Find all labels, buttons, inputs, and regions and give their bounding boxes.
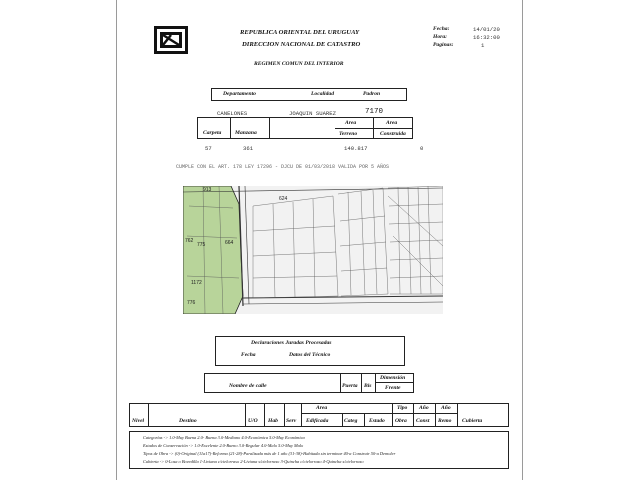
dimension-label: Dimensión xyxy=(380,375,406,381)
construida-label: Construida xyxy=(380,131,406,137)
org-line-2: DIRECCION NACIONAL DE CATASTRO xyxy=(242,41,361,48)
map-label-624: 624 xyxy=(279,196,288,202)
carpeta-value: 57 xyxy=(205,145,212,152)
declaraciones-title: Declaraciones Juradas Procesadas xyxy=(251,340,332,346)
col-edificada: Edificada xyxy=(306,418,329,424)
org-line-1: REPUBLICA ORIENTAL DEL URUGUAY xyxy=(240,29,360,36)
regimen-title: REGIMEN COMUN DEL INTERIOR xyxy=(254,61,344,67)
nombre-calle-label: Nombre de calle xyxy=(229,383,267,389)
padron-value: 7170 xyxy=(365,108,384,116)
fecha-value: 14/01/20 xyxy=(473,26,500,33)
departamento-value: CANELONES xyxy=(217,110,248,117)
col-categ: Categ xyxy=(344,418,358,424)
map-label-762: 762 xyxy=(185,238,194,244)
dnc-logo xyxy=(153,25,189,55)
map-label-1172: 1172 xyxy=(191,280,202,286)
departamento-label: Departamento xyxy=(223,91,256,97)
area-terreno-header: Area xyxy=(345,120,357,126)
col-destino: Destino xyxy=(179,418,197,424)
puerta-label: Puerta xyxy=(342,383,358,389)
legend-categorias: Categorías -> 1.0-Muy Buena 2.0- Buena 3.0-Mediano 4.0-Económica 5.0-Muy Económica xyxy=(143,435,305,440)
legend-cubierta: Cubierta -> 0-Losa o Bovedilla 1-Liviana c/cielorraso 2-Liviana s/cielorraso 3-Quincha c/cielorraso 4-Quincha s/cielorraso xyxy=(143,459,364,464)
col-serv: Serv xyxy=(286,418,297,424)
paginas-label: Paginas: xyxy=(433,42,454,48)
col-ano-remo: Año xyxy=(441,405,451,411)
declaraciones-tecnico-label: Datos del Técnico xyxy=(289,352,331,358)
validity-note: CUMPLE CON EL ART. 178 LEY 17296 - DJCU DE 01/03/2018 VALIDA POR 5 AÑOS xyxy=(176,164,390,170)
manzana-value: 361 xyxy=(243,145,254,152)
area-construida-header: Area xyxy=(386,120,398,126)
col-ano-const: Año xyxy=(419,405,429,411)
col-tipo: Tipo xyxy=(397,405,408,411)
legend-estados: Estados de Conservación -> 1.0-Excelente 2.0-Bueno 3.0-Regular 4.0-Malo 5.0-Muy Malo xyxy=(143,443,304,448)
terreno-label: Terreno xyxy=(339,131,358,137)
hora-value: 16:32:00 xyxy=(473,34,500,41)
paginas-value: 1 xyxy=(481,42,485,49)
manzana-label: Manzana xyxy=(235,130,257,136)
legend-tipos-obra: Tipos de Obra -> (0)-Original (11a17)-Reforma (21-28)-Paralizada más de 1 año (31-38)-Habitada sin terminar 40-a Construir 50-a Demoler xyxy=(143,451,396,456)
frente-label: Frente xyxy=(385,385,401,391)
fecha-label: Fecha: xyxy=(433,26,450,32)
padron-label: Padron xyxy=(363,91,381,97)
terreno-value: 140.817 xyxy=(344,145,368,152)
col-hab: Hab xyxy=(268,418,278,424)
hora-label: Hora: xyxy=(433,34,447,40)
col-remo: Remo xyxy=(438,418,452,424)
col-cubierta: Cubierta xyxy=(462,418,483,424)
map-label-775: 775 xyxy=(197,242,206,248)
carpeta-label: Carpeta xyxy=(203,130,222,136)
col-const: Const xyxy=(416,418,430,424)
col-obra: Obra xyxy=(395,418,407,424)
declaraciones-fecha-label: Fecha xyxy=(241,352,256,358)
col-nivel: Nivel xyxy=(132,418,145,424)
col-estado: Estado xyxy=(369,418,385,424)
col-uo: U/O xyxy=(248,418,258,424)
construida-value: 0 xyxy=(420,145,424,152)
map-label-776: 776 xyxy=(187,300,196,306)
cadastral-map xyxy=(183,186,443,314)
localidad-label: Localidad xyxy=(311,91,334,97)
col-area: Area xyxy=(316,405,328,411)
localidad-value: JOAQUIN SUAREZ xyxy=(289,110,336,117)
bis-label: Bis xyxy=(364,383,372,389)
map-label-913: 913 xyxy=(203,187,212,193)
cadastral-document-page xyxy=(116,0,523,480)
map-label-664: 664 xyxy=(225,240,234,246)
